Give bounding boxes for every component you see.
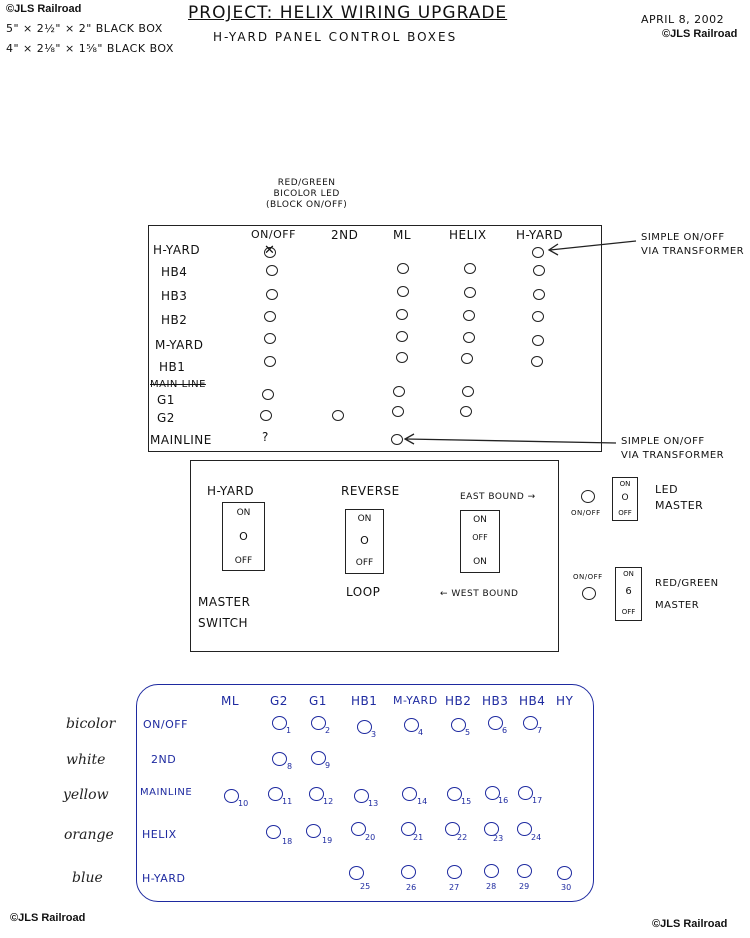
page-title: PROJECT: HELIX WIRING UPGRADE	[188, 3, 508, 23]
cross-mark-icon: ✕	[264, 243, 276, 258]
row-hb3: HB3	[161, 289, 188, 303]
row-h-yard: H-YARD	[153, 243, 201, 257]
led-icon	[523, 716, 538, 730]
p3-col-hb2: HB2	[445, 694, 472, 708]
watermark-bottom-left: ©JLS Railroad	[10, 912, 86, 924]
page-subtitle: H-YARD PANEL CONTROL BOXES	[213, 30, 458, 44]
wire-color-orange: orange	[64, 827, 114, 843]
led-master-on-off: ON/OFF	[571, 509, 601, 517]
led-icon	[354, 789, 369, 803]
led-note: RED/GREEN BICOLOR LED (BLOCK ON/OFF)	[266, 178, 348, 210]
led-icon	[311, 751, 326, 765]
p3-col-hb4: HB4	[519, 694, 546, 708]
led-icon	[404, 718, 419, 732]
led-icon	[401, 865, 416, 879]
row-hb2: HB2	[161, 313, 188, 327]
p3-col-m-yard: M-YARD	[393, 694, 438, 707]
p3-col-hb1: HB1	[351, 694, 378, 708]
led-icon	[518, 786, 533, 800]
h-yard-toggle-switch[interactable]: ON O OFF	[222, 502, 265, 571]
led-icon	[402, 787, 417, 801]
led-icon	[447, 865, 462, 879]
col-2nd: 2ND	[331, 228, 359, 242]
led-icon	[306, 824, 321, 838]
led-icon	[557, 866, 572, 880]
col-ml: ML	[393, 228, 412, 242]
led-icon	[224, 789, 239, 803]
row-mainline: MAINLINE	[150, 433, 212, 447]
note-simple-on-off-bottom: SIMPLE ON/OFF VIA TRANSFORMER	[621, 436, 725, 461]
watermark-top-right: ©JLS Railroad	[662, 28, 738, 40]
box-size-1: 5" × 2½" × 2" BLACK BOX	[6, 22, 163, 35]
p3-col-g2: G2	[270, 694, 288, 708]
led-icon	[309, 787, 324, 801]
wire-color-bicolor: bicolor	[66, 716, 116, 732]
row-m-yard: M-YARD	[155, 338, 204, 352]
master-switch-label: MASTER SWITCH	[198, 595, 251, 630]
p3-col-g1: G1	[309, 694, 327, 708]
wire-color-white: white	[66, 752, 106, 768]
reverse-label: REVERSE	[341, 484, 400, 498]
page-date: APRIL 8, 2002	[641, 13, 725, 26]
rg-master-indicator-icon	[582, 587, 596, 600]
led-icon	[488, 716, 503, 730]
p3-row-mainline: MAINLINE	[140, 787, 193, 798]
led-master-label: LED MASTER	[655, 483, 704, 512]
led-master-indicator-icon	[581, 490, 595, 503]
p3-row-helix: HELIX	[142, 828, 177, 841]
col-helix: HELIX	[449, 228, 487, 242]
row-g2: G2	[157, 411, 175, 425]
wire-color-blue: blue	[72, 870, 103, 886]
west-bound-label: ← WEST BOUND	[440, 589, 519, 599]
p3-row-2nd: 2ND	[151, 753, 177, 766]
rg-master-switch[interactable]: ON 6 OFF	[615, 567, 642, 621]
row-hb4: HB4	[161, 265, 188, 279]
wire-color-yellow: yellow	[63, 787, 109, 803]
loop-label: LOOP	[346, 585, 381, 599]
p3-col-hy: HY	[556, 694, 574, 708]
led-icon	[351, 822, 366, 836]
row-g1: G1	[157, 393, 175, 407]
eastbound-westbound-toggle-switch[interactable]: ON OFF ON	[460, 510, 500, 573]
led-master-switch[interactable]: ON O OFF	[612, 477, 638, 521]
led-icon	[272, 752, 287, 766]
led-icon	[447, 787, 462, 801]
p3-row-on-off: ON/OFF	[143, 718, 188, 731]
watermark-bottom-right: ©JLS Railroad	[652, 918, 728, 930]
col-h-yard: H-YARD	[516, 228, 564, 242]
led-icon	[272, 716, 287, 730]
led-icon	[266, 825, 281, 839]
note-simple-on-off-top: SIMPLE ON/OFF VIA TRANSFORMER	[641, 232, 745, 257]
question-mark: ?	[262, 430, 269, 444]
led-icon	[517, 822, 532, 836]
col-on-off: ON/OFF	[251, 228, 296, 241]
east-bound-label: EAST BOUND →	[460, 492, 536, 502]
led-icon	[349, 866, 364, 880]
p3-col-hb3: HB3	[482, 694, 509, 708]
row-main-line-struck: MAIN LINE	[150, 379, 206, 390]
led-icon	[357, 720, 372, 734]
led-icon	[517, 864, 532, 878]
box-size-2: 4" × 2⅛" × 1⅝" BLACK BOX	[6, 42, 174, 55]
row-hb1: HB1	[159, 360, 186, 374]
rg-master-label: RED/GREEN MASTER	[655, 578, 719, 611]
rg-master-on-off: ON/OFF	[573, 573, 603, 581]
reverse-toggle-switch[interactable]: ON O OFF	[345, 509, 384, 574]
p3-row-h-yard: H-YARD	[142, 872, 186, 885]
h-yard-label: H-YARD	[207, 484, 255, 498]
p3-col-ml: ML	[221, 694, 240, 708]
led-icon	[484, 864, 499, 878]
led-icon	[451, 718, 466, 732]
watermark-top-left: ©JLS Railroad	[6, 3, 82, 15]
led-icon	[311, 716, 326, 730]
led-icon	[268, 787, 283, 801]
